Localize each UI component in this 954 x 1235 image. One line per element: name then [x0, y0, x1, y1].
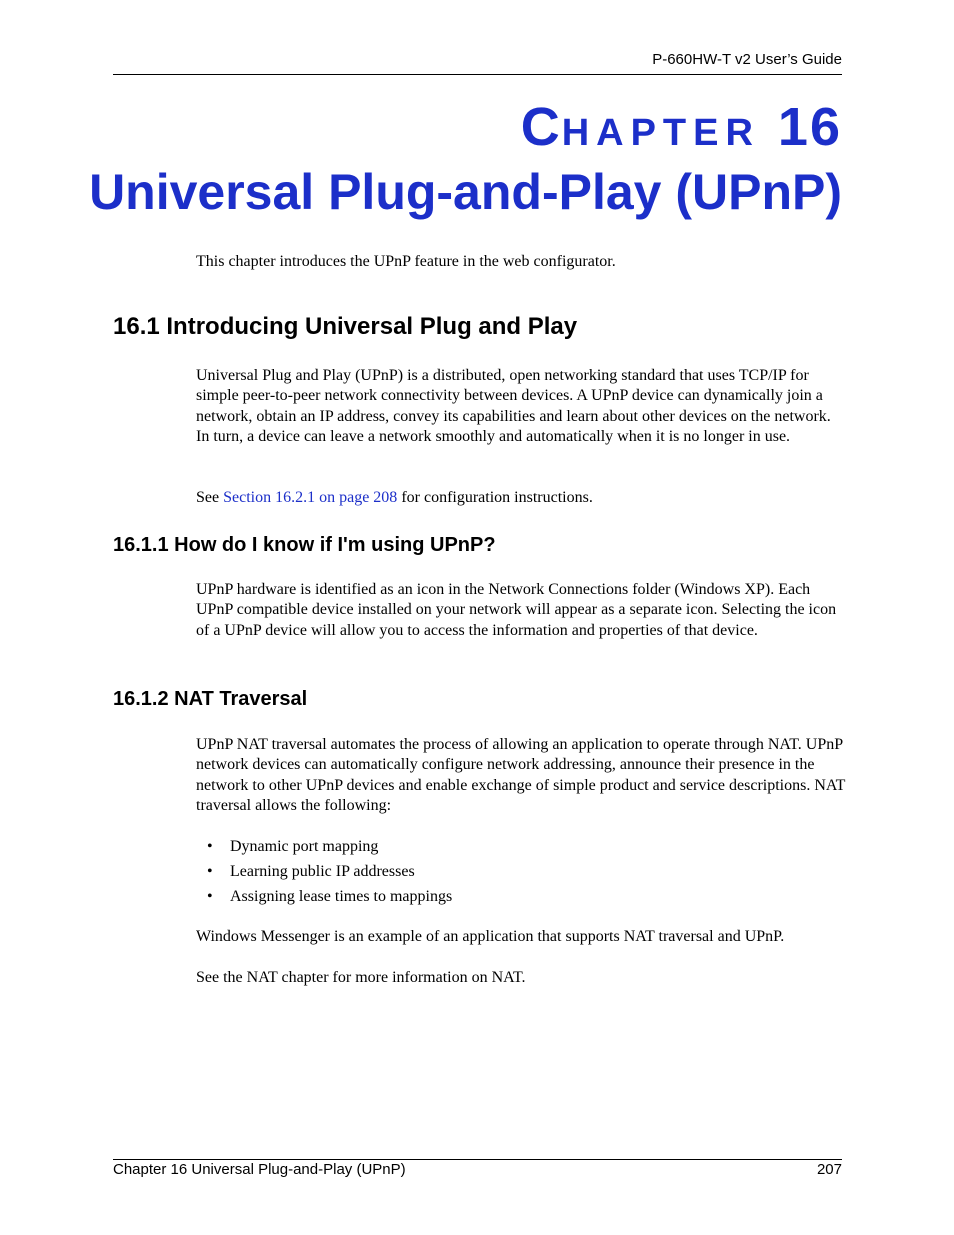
bullet-glyph: •	[207, 863, 213, 880]
section-16-1-heading: 16.1 Introducing Universal Plug and Play	[113, 313, 578, 340]
list-item-text: Learning public IP addresses	[230, 863, 415, 880]
section-16-1-2-paragraph: UPnP NAT traversal automates the process of allowing an application to operate through NAT. UPnP network devices can automatically configure network addressing, announce their presence in the network to other UPnP devices and enable exchange of simple product and service descriptions. NAT traversal allows the following:	[196, 736, 846, 814]
chapter-label-rest: HAPTER	[561, 112, 760, 154]
page-number: 207	[816, 1161, 842, 1178]
chapter-number: 16	[777, 97, 842, 157]
list-item-text: Dynamic port mapping	[230, 838, 379, 855]
section-16-2-1-link[interactable]: Section 16.2.1 on page 208	[223, 489, 398, 506]
footer-rule	[113, 1159, 842, 1160]
section-16-1-2-heading: 16.1.2 NAT Traversal	[113, 688, 308, 710]
bullet-glyph: •	[207, 838, 213, 855]
guide-title: P-660HW-T v2 User’s Guide	[652, 51, 842, 68]
list-item-text: Assigning lease times to mappings	[230, 888, 453, 905]
chapter-label-initial: C	[520, 97, 562, 157]
section-16-1-see-line	[196, 488, 846, 508]
see-suffix: for configuration instructions.	[397, 489, 593, 506]
header-rule	[113, 74, 842, 75]
footer-chapter-text: Chapter 16 Universal Plug-and-Play (UPnP)	[113, 1161, 406, 1178]
see-nat-chapter-paragraph: See the NAT chapter for more information on NAT.	[196, 969, 526, 986]
bullet-glyph: •	[207, 888, 213, 905]
chapter-label	[521, 98, 842, 157]
section-16-1-1-paragraph: UPnP hardware is identified as an icon in the Network Connections folder (Windows XP). Each UPnP compatible device installed on your network will appear as a separate icon. Selecting the icon of a UPnP device will allow you to access the information and properties of that device.	[196, 581, 837, 639]
see-prefix: See	[196, 489, 224, 506]
intro-paragraph: This chapter introduces the UPnP feature in the web configurator.	[196, 253, 616, 270]
windows-messenger-paragraph: Windows Messenger is an example of an application that supports NAT traversal and UPnP.	[196, 928, 785, 945]
section-16-1-1-heading: 16.1.1 How do I know if I'm using UPnP?	[113, 534, 496, 556]
section-16-1-paragraph: Universal Plug and Play (UPnP) is a distributed, open networking standard that uses TCP/IP for simple peer-to-peer network connectivity between devices. A UPnP device can dynamically join a network, obtain an IP address, convey its capabilities and learn about other devices on the network. In turn, a device can leave a network smoothly and automatically when it is no longer in use.	[196, 367, 831, 445]
chapter-title: Universal Plug-and-Play (UPnP)	[89, 164, 842, 220]
